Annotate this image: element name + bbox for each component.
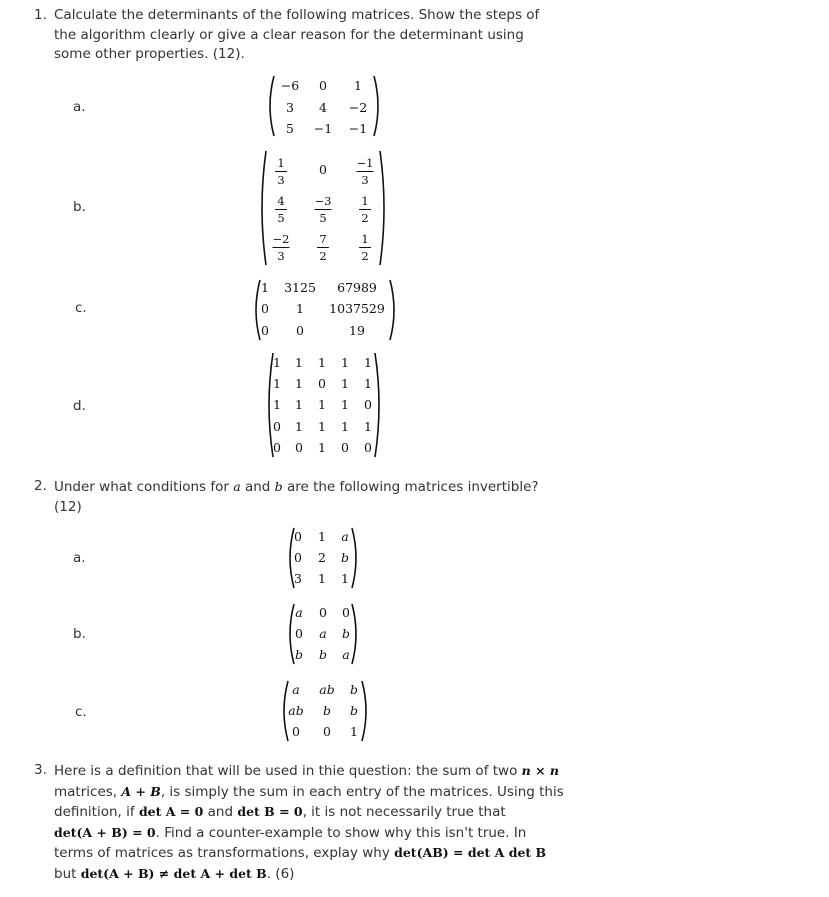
fraction-bar xyxy=(273,247,290,248)
q2-text-post: are the following matrices invertible? xyxy=(282,479,539,495)
q2-line-1 xyxy=(54,477,539,498)
fraction-numerator: −3 xyxy=(314,194,332,208)
matrix-cell: 1 xyxy=(341,419,349,434)
matrix-fraction xyxy=(315,195,332,225)
q3-text: but xyxy=(54,865,81,882)
q2b-matrix xyxy=(286,603,360,665)
matrix-cell: 0 xyxy=(323,724,331,739)
matrix-cell: a xyxy=(342,647,350,662)
q1-number: 1. xyxy=(34,7,47,23)
q1b-label: b. xyxy=(73,199,86,215)
q3-text: matrices, xyxy=(54,783,122,800)
q3-line-3 xyxy=(54,802,564,823)
q2c-matrix xyxy=(280,680,370,742)
q3-line-4 xyxy=(54,823,564,844)
matrix-cell: 1 xyxy=(318,529,326,544)
q3-line-6 xyxy=(54,864,564,885)
matrix-cell: a xyxy=(341,529,349,544)
right-parenthesis xyxy=(390,280,394,340)
q1-line: Calculate the determinants of the following matrices. Show the steps of xyxy=(54,7,540,23)
matrix-cell: 0 xyxy=(292,724,300,739)
matrix-cell: 0 xyxy=(294,529,302,544)
matrix-cell: 1 xyxy=(295,419,303,434)
q3-math: det B = 0 xyxy=(237,804,303,819)
matrix-fraction xyxy=(359,233,371,263)
matrix-cell: 1 xyxy=(350,724,358,739)
matrix-cell: 1 xyxy=(295,397,303,412)
left-parenthesis xyxy=(290,604,294,664)
matrix-cell: −1 xyxy=(348,121,368,136)
fraction-numerator: 1 xyxy=(277,156,285,170)
matrix-cell: 1 xyxy=(341,397,349,412)
q3-math: det A = 0 xyxy=(138,804,204,819)
fraction-denominator: 5 xyxy=(277,211,285,225)
matrix-cell: 3 xyxy=(294,571,302,586)
q2a-label: a. xyxy=(73,550,86,566)
matrix-cell: −2 xyxy=(348,100,368,115)
q1a-label: a. xyxy=(73,99,86,115)
right-parenthesis xyxy=(380,151,384,265)
q1-text xyxy=(54,6,539,65)
right-parenthesis xyxy=(362,681,366,741)
matrix-fraction xyxy=(275,195,287,225)
matrix-cell: 4 xyxy=(319,100,327,115)
matrix-cell: 0 xyxy=(296,323,304,338)
fraction-denominator: 2 xyxy=(319,249,327,263)
fraction-bar xyxy=(275,171,287,172)
q2-number: 2. xyxy=(34,478,47,494)
matrix-cell: 1 xyxy=(273,355,281,370)
matrix-cell: 1 xyxy=(364,419,372,434)
q3-text xyxy=(54,761,564,884)
matrix-cell: 0 xyxy=(295,440,303,455)
fraction-bar xyxy=(317,247,329,248)
matrix-cell: 3125 xyxy=(284,280,316,295)
fraction-denominator: 3 xyxy=(361,173,369,187)
matrix-fraction xyxy=(273,233,290,263)
matrix-cell: 1 xyxy=(341,376,349,391)
right-parenthesis xyxy=(375,353,379,457)
matrix-cell: 1 xyxy=(364,355,372,370)
matrix-fraction xyxy=(357,157,374,187)
q2-text-mid: and xyxy=(240,479,275,495)
q1-line: some other properties. (12). xyxy=(54,46,245,62)
fraction-denominator: 2 xyxy=(361,211,369,225)
matrix-cell: 1 xyxy=(273,376,281,391)
left-parenthesis xyxy=(256,280,260,340)
q3-text: and xyxy=(203,804,238,820)
matrix-cell: 1 xyxy=(341,355,349,370)
matrix-cell: 5 xyxy=(286,121,294,136)
q2-line-2: (12) xyxy=(54,498,82,515)
matrix-cell: 0 xyxy=(273,419,281,434)
fraction-denominator: 2 xyxy=(361,249,369,263)
right-parenthesis xyxy=(352,604,356,664)
matrix-cell: −1 xyxy=(313,121,333,136)
matrix-cell: b xyxy=(340,550,350,565)
q2c-label: c. xyxy=(75,704,87,720)
q3-line-1 xyxy=(54,761,564,782)
matrix-cell: 1037529 xyxy=(329,301,385,316)
matrix-cell: 1 xyxy=(318,571,326,586)
right-parenthesis xyxy=(352,528,356,588)
fraction-numerator: 7 xyxy=(319,232,327,246)
q2-var-b: b xyxy=(274,479,283,494)
matrix-cell: b xyxy=(322,703,332,718)
left-parenthesis xyxy=(262,151,266,265)
q3-math: n × n xyxy=(521,763,559,778)
matrix-cell: 0 xyxy=(341,440,349,455)
matrix-fraction xyxy=(359,195,371,225)
q3-math: det(A + B) ≠ det A + det B xyxy=(80,865,267,881)
fraction-numerator: −1 xyxy=(356,156,374,170)
fraction-numerator: −2 xyxy=(272,232,290,246)
matrix-cell: 0 xyxy=(261,301,269,316)
matrix-cell: b xyxy=(294,647,304,662)
matrix-cell: 0 xyxy=(319,605,327,620)
left-parenthesis xyxy=(270,76,274,136)
matrix-cell: b xyxy=(349,682,359,697)
matrix-cell: 1 xyxy=(318,440,326,455)
fraction-bar xyxy=(315,209,332,210)
q1a-matrix xyxy=(266,75,382,137)
q3-number: 3. xyxy=(34,762,47,778)
fraction-bar xyxy=(359,247,371,248)
q3-text: Here is a definition that will be used in thie question: the sum of two xyxy=(54,763,522,779)
matrix-cell: 0 xyxy=(342,605,350,620)
matrix-cell: 1 xyxy=(341,571,349,586)
q1d-matrix xyxy=(265,352,383,458)
matrix-cell: ab xyxy=(319,682,335,697)
matrix-fraction xyxy=(275,157,287,187)
matrix-cell: a xyxy=(319,626,327,641)
fraction-denominator: 3 xyxy=(277,173,285,187)
fraction-bar xyxy=(357,171,374,172)
q3-text: , it is not necessarily true that xyxy=(302,804,506,820)
q1c-matrix xyxy=(252,279,398,341)
matrix-cell: 3 xyxy=(286,100,294,115)
fraction-bar xyxy=(359,209,371,210)
matrix-cell: 1 xyxy=(354,78,362,93)
matrix-cell: −6 xyxy=(280,78,300,93)
matrix-cell: 1 xyxy=(296,301,304,316)
right-parenthesis xyxy=(374,76,378,136)
q1b-matrix xyxy=(258,150,388,266)
matrix-cell: ab xyxy=(288,703,304,718)
matrix-cell: 0 xyxy=(319,78,327,93)
q3-math: A + B xyxy=(121,783,161,799)
fraction-numerator: 1 xyxy=(361,194,369,208)
matrix-cell: 0 xyxy=(364,440,372,455)
q3-text: . Find a counter-example to show why this isn't true. In xyxy=(155,824,527,841)
matrix-cell: 0 xyxy=(261,323,269,338)
q3-math: det(AB) = det A det B xyxy=(394,845,547,860)
matrix-cell: 1 xyxy=(295,355,303,370)
matrix-cell: 1 xyxy=(273,397,281,412)
matrix-cell: 0 xyxy=(319,162,327,177)
q3-line-5 xyxy=(54,843,564,864)
q2a-matrix xyxy=(286,527,360,589)
fraction-numerator: 1 xyxy=(361,232,369,246)
matrix-cell: 1 xyxy=(318,419,326,434)
fraction-denominator: 5 xyxy=(319,211,327,225)
q3-text: . (6) xyxy=(266,865,295,882)
matrix-cell: 67989 xyxy=(337,280,377,295)
fraction-denominator: 3 xyxy=(277,249,285,263)
matrix-cell: 1 xyxy=(318,397,326,412)
matrix-cell: b xyxy=(349,703,359,718)
q3-line-2 xyxy=(54,782,564,803)
matrix-cell: b xyxy=(318,647,328,662)
matrix-cell: 1 xyxy=(318,355,326,370)
matrix-cell: 0 xyxy=(273,440,281,455)
matrix-cell: 0 xyxy=(318,376,326,391)
matrix-cell: 1 xyxy=(295,376,303,391)
matrix-cell: 0 xyxy=(364,397,372,412)
matrix-cell: 2 xyxy=(318,550,326,565)
q3-text: definition, if xyxy=(54,804,139,820)
matrix-fraction xyxy=(317,233,329,263)
matrix-cell: 1 xyxy=(364,376,372,391)
q3-text: terms of matrices as transformations, explay why xyxy=(54,845,395,861)
matrix-cell: 1 xyxy=(261,280,269,295)
q2-text-pre: Under what conditions for xyxy=(54,479,234,495)
q1d-label: d. xyxy=(73,398,86,414)
q2-text xyxy=(54,477,539,517)
q3-math: det(A + B) = 0 xyxy=(54,824,156,840)
q2b-label: b. xyxy=(73,626,86,642)
q2-var-a: a xyxy=(233,479,241,494)
matrix-cell: a xyxy=(295,605,303,620)
fraction-numerator: 4 xyxy=(277,194,285,208)
matrix-cell: b xyxy=(341,626,351,641)
fraction-bar xyxy=(275,209,287,210)
q3-text: , is simply the sum in each entry of the matrices. Using this xyxy=(160,783,564,800)
matrix-cell: a xyxy=(292,682,300,697)
matrix-cell: 19 xyxy=(349,323,365,338)
matrix-cell: 0 xyxy=(295,626,303,641)
matrix-cell: 0 xyxy=(294,550,302,565)
q1-line: the algorithm clearly or give a clear reason for the determinant using xyxy=(54,26,524,43)
q1c-label: c. xyxy=(75,300,87,316)
